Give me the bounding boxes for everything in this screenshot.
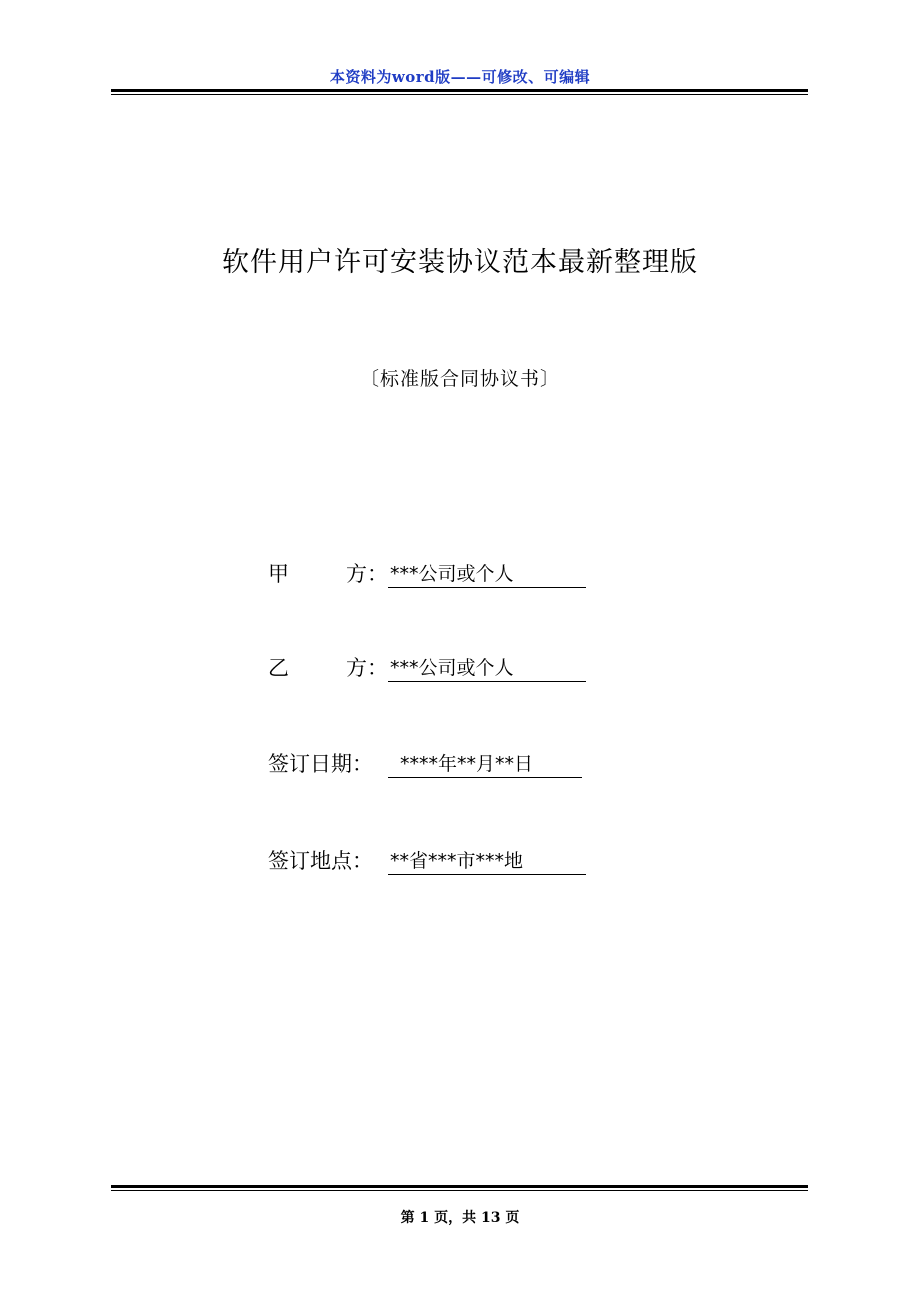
party-a-label-right: 方： <box>346 562 388 586</box>
document-subtitle: 〔标准版合同协议书〕 <box>359 368 560 390</box>
header-rule <box>111 89 808 95</box>
party-b-value: ***公司或个人 <box>388 655 586 682</box>
sign-place-label: 签订地点： <box>268 849 373 873</box>
party-b-field <box>268 652 586 682</box>
page-number: 第 1 页，共 13 页 <box>400 1210 520 1226</box>
sign-date-label: 签订日期： <box>268 752 373 776</box>
party-a-label <box>268 558 388 588</box>
party-a-label-left: 甲 <box>268 562 289 586</box>
header-text: 本资料为word版——可修改、可编辑 <box>329 68 591 86</box>
party-b-label-left: 乙 <box>268 656 289 680</box>
party-a-field <box>268 558 586 588</box>
sign-place-field <box>268 845 586 875</box>
party-b-label <box>268 652 388 682</box>
sign-date-field <box>268 748 582 778</box>
sign-date-value: ****年**月**日 <box>388 751 582 778</box>
party-b-label-right: 方： <box>346 656 388 680</box>
party-a-value: ***公司或个人 <box>388 561 586 588</box>
document-title: 软件用户许可安装协议范本最新整理版 <box>222 247 698 278</box>
footer-rule <box>111 1185 808 1191</box>
sign-place-value: **省***市***地 <box>388 848 586 875</box>
